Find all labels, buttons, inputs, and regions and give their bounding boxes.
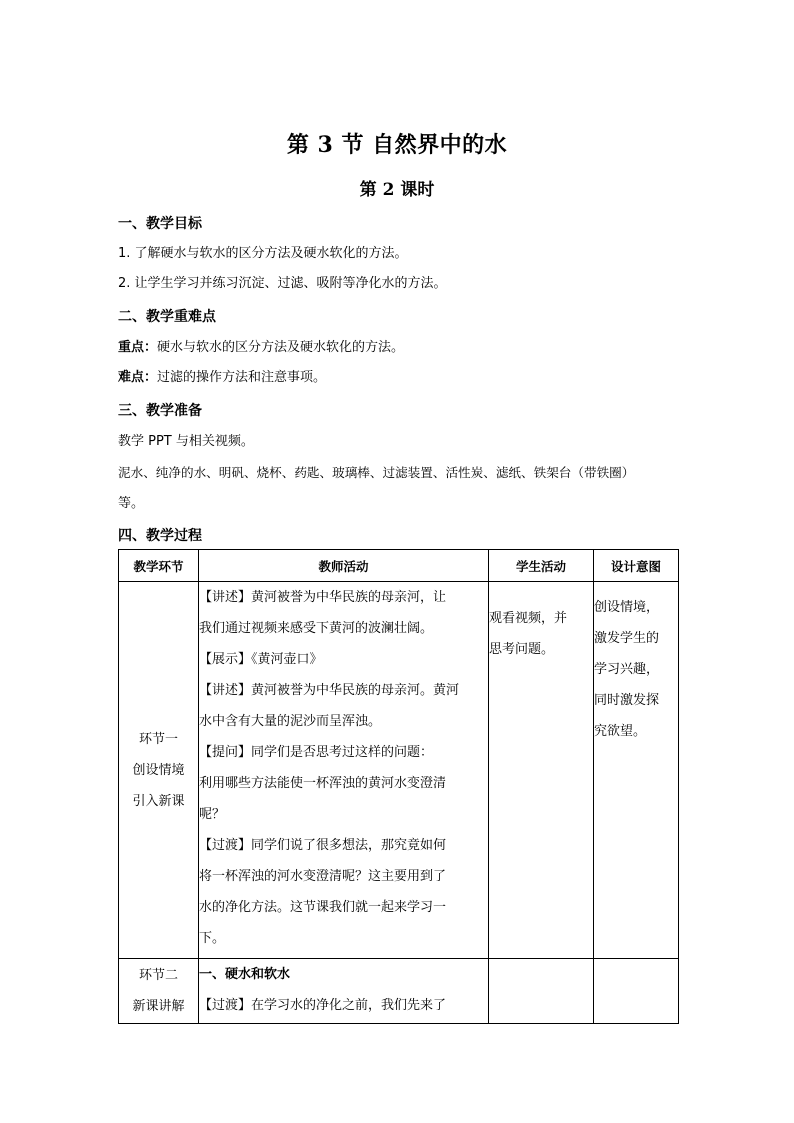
- page-title: 第 3 节 自然界中的水: [286, 132, 508, 158]
- page-subtitle: 第 2 课时: [359, 180, 435, 200]
- stage-cell: [119, 959, 199, 1024]
- teacher-line: 水中含有大量的泥沙而呈浑浊。: [199, 714, 382, 729]
- intent-line: 激发学生的: [594, 631, 660, 646]
- key-text: 硬水与软水的区分方法及硬水软化的方法。: [157, 340, 405, 355]
- student-line: 思考问题。: [489, 642, 555, 657]
- teacher-line: 呢？: [199, 807, 226, 822]
- teacher-line: 【过渡】在学习水的净化之前，我们先来了: [199, 998, 447, 1013]
- section-heading-key: 二、教学重难点: [118, 309, 216, 325]
- intent-cell: [594, 582, 679, 959]
- section-heading-prep: 三、教学准备: [118, 403, 202, 419]
- key-label: 重点：: [118, 340, 158, 355]
- student-cell: [489, 582, 594, 959]
- teacher-line: 水的净化方法。这节课我们就一起来学习一: [199, 900, 447, 915]
- table-header-row: [119, 550, 679, 582]
- teacher-line: 【讲述】黄河被誉为中华民族的母亲河。黄河: [199, 683, 460, 698]
- teacher-line: 【过渡】同学们说了很多想法，那究竟如何: [199, 838, 447, 853]
- key-point: [118, 338, 404, 358]
- teacher-line: 【展示】《黄河壶口》: [199, 652, 323, 667]
- intent-line: 同时激发探: [594, 693, 660, 708]
- student-cell: [489, 959, 594, 1024]
- table-row: [119, 959, 679, 1024]
- teacher-line: 我们通过视频来感受下黄河的波澜壮阔。: [199, 621, 434, 636]
- header-student: 学生活动: [489, 550, 594, 582]
- teacher-line: 下。: [199, 931, 226, 946]
- student-line: 观看视频，并: [489, 611, 568, 626]
- prep-line: 等。: [118, 496, 145, 511]
- teacher-line: 【讲述】黄河被誉为中华民族的母亲河，让: [199, 590, 447, 605]
- intent-line: 创设情境，: [594, 600, 660, 615]
- table-row: [119, 582, 679, 959]
- stage-line: 创设情境: [132, 762, 185, 778]
- difficult-point: [118, 368, 326, 388]
- section-heading-goals: 一、教学目标: [118, 216, 202, 232]
- difficult-text: 过滤的操作方法和注意事项。: [157, 370, 327, 385]
- intent-line: 究欲望。: [594, 724, 647, 739]
- stage-line: 环节一: [138, 731, 178, 747]
- header-stage: 教学环节: [119, 550, 199, 582]
- stage-line: 新课讲解: [132, 999, 185, 1014]
- intent-cell: [594, 959, 679, 1024]
- process-table: [118, 549, 679, 1024]
- prep-line: 教学 PPT 与相关视频。: [118, 434, 254, 449]
- stage-line: 引入新课: [132, 793, 185, 809]
- teacher-cell: [199, 959, 489, 1024]
- teacher-line: 利用哪些方法能使一杯浑浊的黄河水变澄清: [199, 776, 447, 791]
- section-heading-process: 四、教学过程: [118, 528, 202, 544]
- teacher-cell: [199, 582, 489, 959]
- teacher-line: 一、硬水和软水: [199, 967, 291, 982]
- header-intent: 设计意图: [594, 550, 679, 582]
- goal-item: 1. 了解硬水与软水的区分方法及硬水软化的方法。: [118, 246, 408, 261]
- goal-item: 2. 让学生学习并练习沉淀、过滤、吸附等净化水的方法。: [118, 276, 447, 291]
- prep-line: 泥水、纯净的水、明矾、烧杯、药匙、玻璃棒、过滤装置、活性炭、滤纸、铁架台（带铁圈）: [118, 465, 635, 480]
- intent-line: 学习兴趣，: [594, 662, 660, 677]
- header-teacher: 教师活动: [199, 550, 489, 582]
- teacher-line: 将一杯浑浊的河水变澄清呢？这主要用到了: [199, 869, 447, 884]
- stage-line: 环节二: [138, 968, 178, 983]
- stage-cell: [119, 582, 199, 959]
- difficult-label: 难点：: [118, 370, 158, 385]
- teacher-line: 【提问】同学们是否思考过这样的问题：: [199, 745, 434, 760]
